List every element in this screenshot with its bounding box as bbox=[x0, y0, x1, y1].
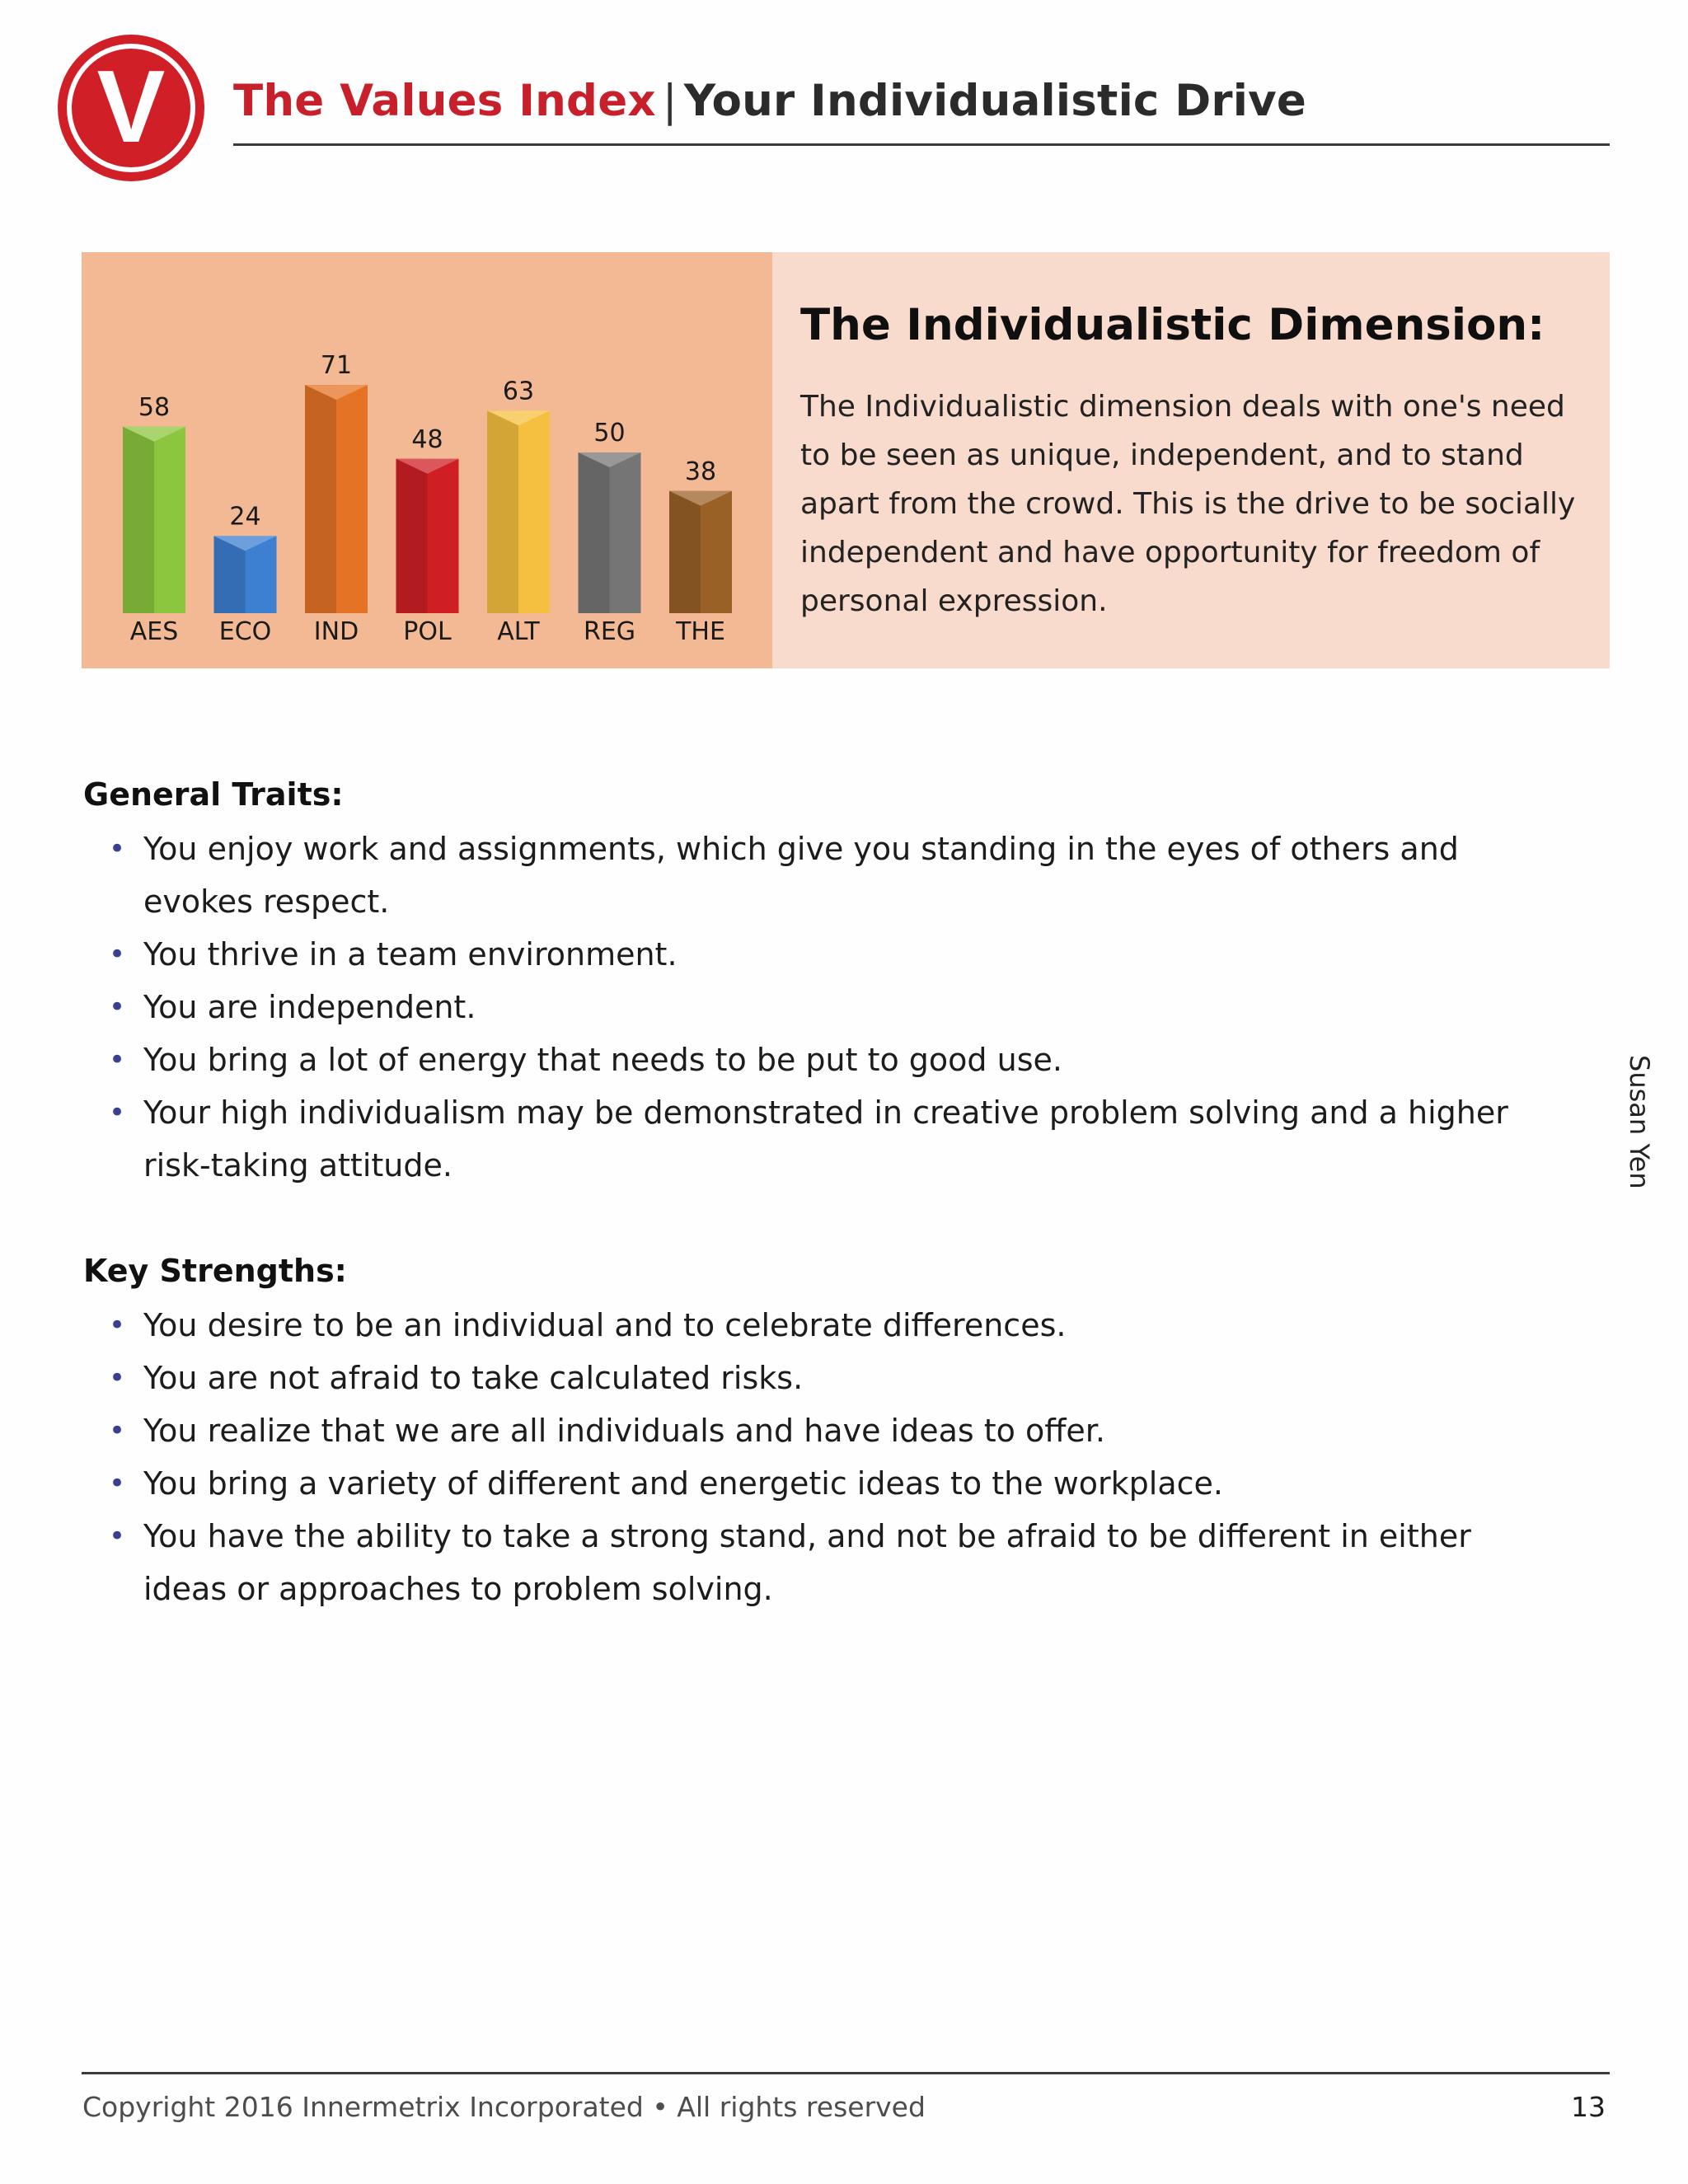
bullet-icon: • bbox=[109, 1096, 126, 1129]
bar-left-face bbox=[123, 427, 154, 613]
bar-reg bbox=[579, 419, 641, 646]
page-number: 13 bbox=[1571, 2091, 1606, 2123]
list-item bbox=[83, 928, 1550, 981]
list-item-text: You enjoy work and assignments, which give you standing in the eyes of others and evokes respect. bbox=[143, 831, 1459, 920]
bullet-icon: • bbox=[109, 1361, 126, 1394]
bar-right-face bbox=[610, 452, 641, 613]
bar-right-face bbox=[701, 491, 732, 613]
bar-right-face bbox=[518, 410, 550, 613]
title-separator: | bbox=[662, 76, 678, 126]
list-item bbox=[83, 1404, 1550, 1457]
bar-eco bbox=[214, 502, 277, 646]
bar-value-label: 50 bbox=[593, 419, 626, 448]
bar-left-face bbox=[305, 385, 336, 613]
bar-left-face bbox=[396, 459, 428, 613]
bar-category-label: ALT bbox=[497, 617, 540, 646]
values-bar-chart bbox=[82, 252, 772, 668]
key-strengths-heading: Key Strengths: bbox=[83, 1253, 347, 1289]
bullet-icon: • bbox=[109, 1309, 126, 1342]
list-item bbox=[83, 823, 1550, 928]
values-index-logo bbox=[56, 33, 206, 183]
list-item-text: You bring a lot of energy that needs to be put to good use. bbox=[143, 1042, 1062, 1078]
bar-category-label: ECO bbox=[218, 617, 272, 646]
list-item bbox=[83, 1457, 1550, 1510]
bar-category-label: POL bbox=[403, 617, 452, 646]
bar-value-label: 71 bbox=[320, 351, 353, 381]
bar-category-label: IND bbox=[313, 617, 359, 646]
list-item bbox=[83, 1352, 1550, 1404]
bar-the bbox=[669, 457, 732, 646]
bullet-icon: • bbox=[109, 832, 126, 865]
bullet-icon: • bbox=[109, 1043, 126, 1076]
bar-right-face bbox=[336, 385, 368, 613]
dimension-description: The Individualistic dimension deals with one's need to be seen as unique, independent, and to stand apart from the crowd. This is the drive to be socially independent and have opportunity for freedom of personal expression. bbox=[800, 390, 1576, 618]
list-item-text: You have the ability to take a strong stand, and not be afraid to be different in either ideas or approaches to problem solving. bbox=[143, 1518, 1471, 1607]
list-item-text: You bring a variety of different and energetic ideas to the workplace. bbox=[143, 1465, 1223, 1502]
brand-title: The Values Index bbox=[233, 76, 656, 126]
header-divider bbox=[233, 143, 1610, 146]
footer-divider bbox=[82, 2072, 1610, 2074]
bar-value-label: 63 bbox=[502, 377, 535, 406]
bar-ind bbox=[305, 351, 368, 646]
bar-category-label: AES bbox=[129, 617, 179, 646]
bullet-icon: • bbox=[109, 938, 126, 971]
general-traits-heading: General Traits: bbox=[83, 776, 344, 813]
bar-right-face bbox=[428, 459, 459, 613]
list-item bbox=[83, 1033, 1550, 1086]
key-strengths-list bbox=[83, 1299, 1550, 1615]
bullet-icon: • bbox=[109, 1520, 126, 1553]
list-item bbox=[83, 1299, 1550, 1352]
respondent-name: Susan Yen bbox=[1624, 1055, 1655, 1189]
bar-value-label: 24 bbox=[229, 502, 261, 532]
values-chart bbox=[82, 252, 772, 668]
dimension-text-box bbox=[772, 252, 1610, 668]
page-subtitle: Your Individualistic Drive bbox=[683, 76, 1306, 126]
bullet-icon: • bbox=[109, 1414, 126, 1447]
list-item bbox=[83, 1086, 1550, 1192]
list-item-text: Your high individualism may be demonstrated in creative problem solving and a higher risk-taking attitude. bbox=[143, 1094, 1508, 1183]
dimension-panel bbox=[82, 252, 1610, 668]
list-item-text: You are not afraid to take calculated risks. bbox=[143, 1360, 804, 1396]
bar-category-label: THE bbox=[676, 617, 725, 646]
bullet-icon: • bbox=[109, 1467, 126, 1500]
list-item bbox=[83, 1510, 1550, 1615]
list-item bbox=[83, 981, 1550, 1033]
bar-pol bbox=[396, 425, 459, 646]
bar-aes bbox=[123, 393, 185, 646]
bullet-icon: • bbox=[109, 991, 126, 1024]
dimension-title: The Individualistic Dimension: bbox=[800, 300, 1545, 350]
bar-alt bbox=[487, 377, 550, 646]
general-traits-list bbox=[83, 823, 1550, 1192]
footer-copyright: Copyright 2016 Innermetrix Incorporated • All rights reserved bbox=[82, 2091, 926, 2123]
page-header bbox=[233, 76, 1306, 126]
bar-right-face bbox=[154, 427, 185, 613]
bar-category-label: REG bbox=[583, 617, 636, 646]
bar-left-face bbox=[669, 491, 701, 613]
bar-left-face bbox=[487, 410, 518, 613]
list-item-text: You desire to be an individual and to celebrate differences. bbox=[143, 1307, 1067, 1343]
list-item-text: You are independent. bbox=[143, 989, 476, 1025]
bar-value-label: 48 bbox=[411, 424, 443, 454]
list-item-text: You thrive in a team environment. bbox=[143, 936, 678, 972]
bar-value-label: 38 bbox=[684, 457, 717, 486]
logo-letter: V bbox=[96, 50, 166, 164]
bar-value-label: 58 bbox=[138, 392, 171, 422]
list-item-text: You realize that we are all individuals and have ideas to offer. bbox=[143, 1413, 1105, 1449]
bar-left-face bbox=[579, 452, 610, 613]
